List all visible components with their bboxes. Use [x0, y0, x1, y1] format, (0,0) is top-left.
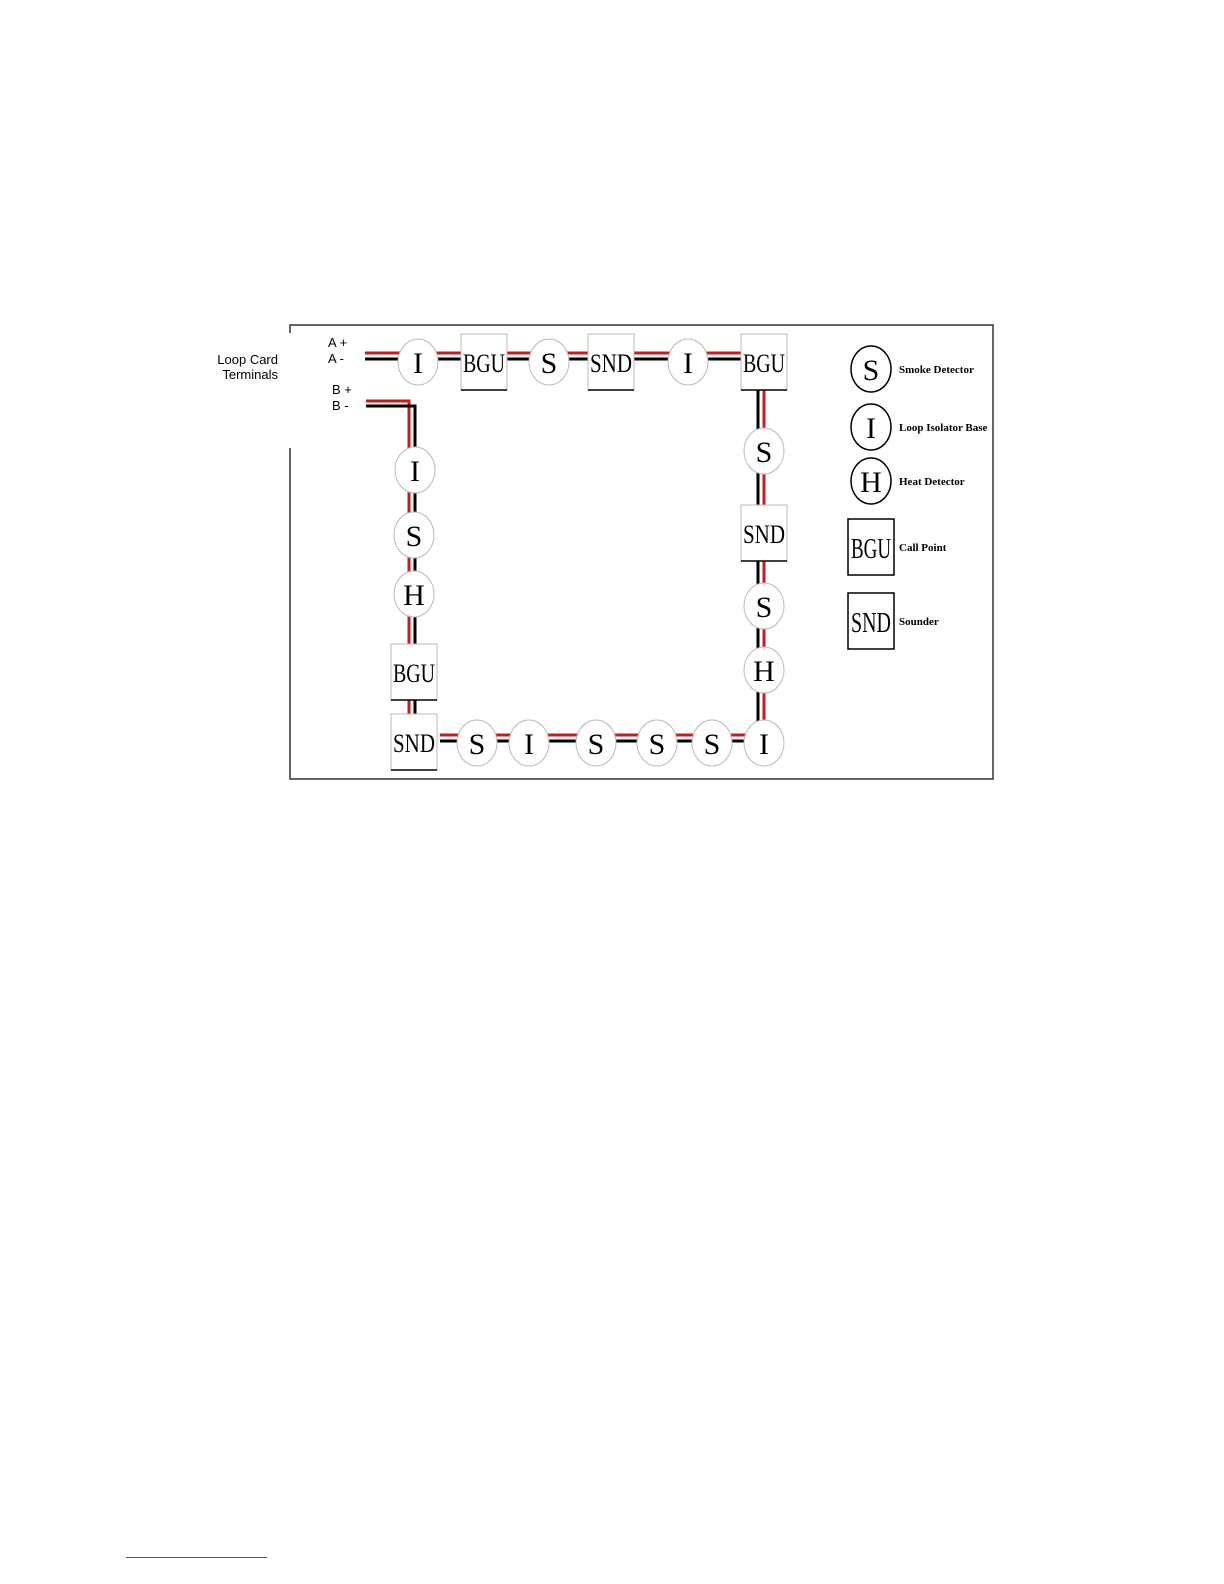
right-device-3	[744, 583, 784, 629]
right-device-2	[741, 505, 787, 561]
bottom-device-1-label: SND	[393, 729, 435, 758]
legend-symbol-1: S	[862, 354, 880, 387]
left-device-3	[394, 571, 434, 617]
legend-item-2	[851, 404, 988, 450]
terminal-gap	[285, 333, 295, 448]
legend-symbol-5: SND	[851, 608, 891, 639]
top-device-6-label: BGU	[743, 349, 786, 378]
right-device-2-label: SND	[743, 520, 785, 549]
top-device-4	[588, 334, 634, 390]
left-device-4-label: BGU	[393, 659, 436, 688]
left-device-3-label: H	[403, 579, 425, 612]
terminal-a-minus: A -	[328, 351, 344, 366]
bottom-device-2-label: S	[468, 728, 486, 761]
footer-rule	[126, 1557, 267, 1558]
bottom-device-7	[744, 720, 784, 766]
right-device-4-label: H	[753, 655, 775, 688]
left-device-1	[395, 447, 435, 493]
top-device-3-label: S	[540, 347, 558, 380]
top-device-2	[461, 334, 507, 390]
right-device-1	[744, 428, 784, 474]
loop-devices	[391, 334, 787, 770]
legend-symbol-4: BGU	[851, 534, 891, 565]
top-device-1	[398, 339, 438, 385]
bottom-device-4	[576, 720, 616, 766]
bottom-device-3	[509, 720, 549, 766]
legend-label-5: Sounder	[899, 616, 939, 628]
top-device-4-label: SND	[590, 349, 632, 378]
right-device-4	[744, 647, 784, 693]
left-device-2	[394, 512, 434, 558]
left-device-2-label: S	[405, 520, 423, 553]
bottom-device-7-label: I	[759, 728, 769, 761]
legend-label-3: Heat Detector	[899, 476, 965, 488]
bottom-device-5-label: S	[648, 728, 666, 761]
right-device-1-label: S	[755, 436, 773, 469]
legend-item-1	[851, 346, 974, 392]
top-device-3	[529, 339, 569, 385]
legend	[848, 346, 988, 649]
legend-item-3	[851, 458, 965, 504]
terminal-b-plus: B +	[332, 382, 352, 397]
bottom-device-5	[637, 720, 677, 766]
bottom-device-2	[457, 720, 497, 766]
top-device-6	[741, 334, 787, 390]
legend-symbol-2: I	[866, 412, 876, 445]
terminals-title-line1: Loop Card	[217, 352, 278, 367]
bottom-device-3-label: I	[524, 728, 534, 761]
legend-item-4	[848, 519, 947, 575]
terminal-a-plus: A +	[328, 335, 348, 350]
top-device-2-label: BGU	[463, 349, 506, 378]
top-device-5	[668, 339, 708, 385]
legend-label-2: Loop Isolator Base	[899, 422, 988, 434]
legend-label-1: Smoke Detector	[899, 364, 974, 376]
legend-item-5	[848, 593, 939, 649]
legend-label-4: Call Point	[899, 542, 947, 554]
right-device-3-label: S	[755, 591, 773, 624]
bottom-device-4-label: S	[587, 728, 605, 761]
bottom-device-6	[692, 720, 732, 766]
legend-symbol-3: H	[860, 466, 882, 499]
bottom-device-6-label: S	[703, 728, 721, 761]
left-device-1-label: I	[410, 455, 420, 488]
terminals-title-line2: Terminals	[222, 367, 278, 382]
terminal-b-minus: B -	[332, 398, 349, 413]
bottom-device-1	[391, 714, 437, 770]
left-device-4	[391, 644, 437, 700]
top-device-5-label: I	[683, 347, 693, 380]
top-device-1-label: I	[413, 347, 423, 380]
